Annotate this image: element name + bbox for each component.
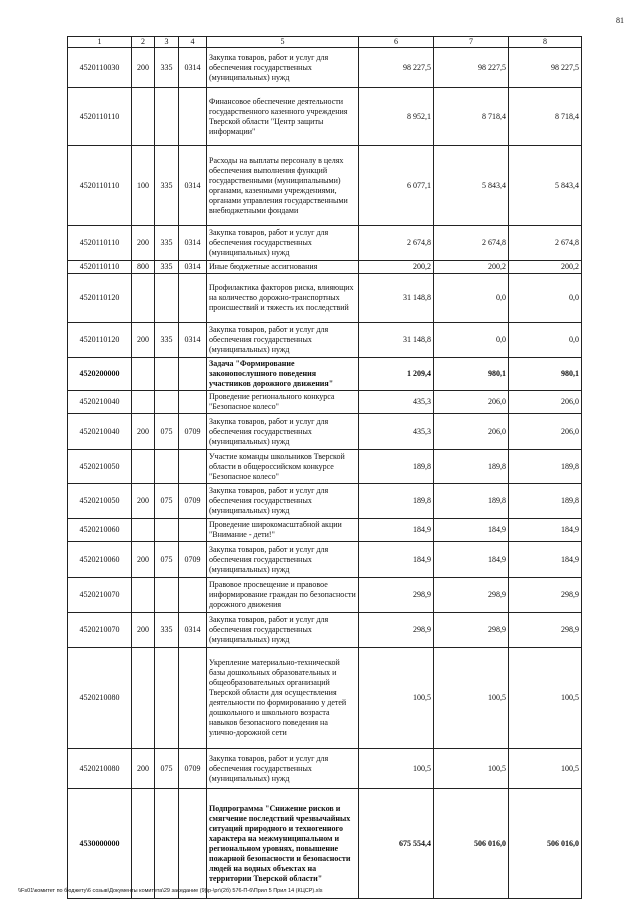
row-code: 4520210070 (68, 613, 132, 648)
row-section-code (179, 391, 207, 414)
row-admin-code: 075 (155, 484, 179, 519)
row-value-col7: 206,0 (434, 391, 509, 414)
row-name: Закупка товаров, работ и услуг для обеспечения государственных (муниципальных) нужд (207, 542, 359, 578)
row-section-code: 0314 (179, 146, 207, 226)
row-value-col8: 100,5 (509, 749, 582, 789)
row-section-code: 0314 (179, 48, 207, 88)
row-value-col6: 435,3 (359, 414, 434, 450)
row-code: 4520110030 (68, 48, 132, 88)
table-row (68, 391, 582, 414)
row-name: Расходы на выплаты персоналу в целях обеспечения выполнения функций государственными (муниципальными) органами, казенными учреждениями, органами управления государственными внебюджетными фондами (207, 146, 359, 226)
row-value-col8: 206,0 (509, 391, 582, 414)
column-header: 5 (207, 37, 359, 48)
row-admin-code (155, 358, 179, 391)
row-value-col7: 184,9 (434, 542, 509, 578)
row-admin-code: 335 (155, 323, 179, 358)
row-value-col6: 31 148,8 (359, 274, 434, 323)
row-section-code (179, 578, 207, 613)
row-value-col6: 675 554,4 (359, 789, 434, 899)
row-expense-type: 200 (132, 542, 155, 578)
column-header: 1 (68, 37, 132, 48)
row-admin-code: 335 (155, 226, 179, 261)
row-name: Закупка товаров, работ и услуг для обеспечения государственных (муниципальных) нужд (207, 613, 359, 648)
row-value-col6: 31 148,8 (359, 323, 434, 358)
row-value-col8: 0,0 (509, 323, 582, 358)
row-name: Закупка товаров, работ и услуг для обеспечения государственных (муниципальных) нужд (207, 414, 359, 450)
row-name: Правовое просвещение и правовое информирование граждан по безопасности дорожного движения (207, 578, 359, 613)
budget-table (67, 36, 582, 899)
row-value-col6: 200,2 (359, 261, 434, 274)
row-name: Закупка товаров, работ и услуг для обеспечения государственных (муниципальных) нужд (207, 484, 359, 519)
row-admin-code: 075 (155, 749, 179, 789)
row-name: Закупка товаров, работ и услуг для обеспечения государственных (муниципальных) нужд (207, 226, 359, 261)
row-code: 4520110110 (68, 146, 132, 226)
row-name: Иные бюджетные ассигнования (207, 261, 359, 274)
table-body (68, 48, 582, 899)
row-admin-code (155, 450, 179, 484)
table-row (68, 519, 582, 542)
row-section-code (179, 358, 207, 391)
row-code: 4520210060 (68, 519, 132, 542)
row-name: Задача "Формирование законопослушного поведения участников дорожного движения" (207, 358, 359, 391)
table-row (68, 358, 582, 391)
row-value-col8: 100,5 (509, 648, 582, 749)
row-value-col8: 184,9 (509, 542, 582, 578)
row-code: 4520210060 (68, 542, 132, 578)
row-value-col8: 8 718,4 (509, 88, 582, 146)
row-section-code (179, 450, 207, 484)
row-value-col7: 189,8 (434, 484, 509, 519)
row-value-col6: 100,5 (359, 749, 434, 789)
row-value-col7: 298,9 (434, 613, 509, 648)
row-expense-type (132, 450, 155, 484)
row-name: Финансовое обеспечение деятельности государственного казенного учреждения Тверской области "Центр защиты информации" (207, 88, 359, 146)
row-section-code: 0314 (179, 323, 207, 358)
row-admin-code: 335 (155, 146, 179, 226)
row-value-col8: 200,2 (509, 261, 582, 274)
table-row (68, 450, 582, 484)
row-section-code (179, 648, 207, 749)
row-value-col7: 298,9 (434, 578, 509, 613)
row-expense-type (132, 519, 155, 542)
row-section-code (179, 88, 207, 146)
row-admin-code (155, 578, 179, 613)
page-number: 81 (616, 16, 624, 25)
row-value-col7: 8 718,4 (434, 88, 509, 146)
row-name: Подпрограмма "Снижение рисков и смягчение последствий чрезвычайных ситуаций природного и техногенного характера на межмуниципальном и региональном уровнях, повышение пожарной безопасности и безопасности людей на водных объектах на территории Тверской области" (207, 789, 359, 899)
row-expense-type: 100 (132, 146, 155, 226)
row-value-col6: 98 227,5 (359, 48, 434, 88)
row-code: 4530000000 (68, 789, 132, 899)
row-code: 4520210080 (68, 648, 132, 749)
row-value-col6: 184,9 (359, 519, 434, 542)
table-row (68, 323, 582, 358)
column-header: 8 (509, 37, 582, 48)
row-code: 4520210080 (68, 749, 132, 789)
row-value-col8: 98 227,5 (509, 48, 582, 88)
row-expense-type (132, 789, 155, 899)
row-value-col8: 0,0 (509, 274, 582, 323)
row-admin-code (155, 88, 179, 146)
row-section-code: 0314 (179, 226, 207, 261)
row-admin-code: 075 (155, 542, 179, 578)
row-expense-type (132, 578, 155, 613)
file-path-footer: \\Fs01\комитет по бюджету\6 созыв\Документы комитета\29 заседание (9)\р-\рг\(2б) 576-П-6\Прил 5 Прил 14 (КЦСР).xls (18, 888, 323, 894)
column-header: 6 (359, 37, 434, 48)
row-admin-code: 075 (155, 414, 179, 450)
row-value-col8: 298,9 (509, 613, 582, 648)
row-section-code (179, 789, 207, 899)
row-value-col6: 6 077,1 (359, 146, 434, 226)
row-value-col7: 189,8 (434, 450, 509, 484)
table-row (68, 578, 582, 613)
row-name: Закупка товаров, работ и услуг для обеспечения государственных (муниципальных) нужд (207, 48, 359, 88)
column-header: 7 (434, 37, 509, 48)
table-row (68, 274, 582, 323)
row-value-col8: 189,8 (509, 450, 582, 484)
row-name: Укрепление материально-технической базы дошкольных образовательных и общеобразовательных организаций Тверской области для осуществления деятельности по формированию у детей дошкольного и школьного возраста навыков безопасного поведения на улично-дорожной сети (207, 648, 359, 749)
table-row (68, 146, 582, 226)
row-value-col7: 0,0 (434, 323, 509, 358)
row-code: 4520110110 (68, 88, 132, 146)
row-expense-type (132, 274, 155, 323)
row-value-col6: 435,3 (359, 391, 434, 414)
row-value-col7: 100,5 (434, 749, 509, 789)
row-value-col7: 184,9 (434, 519, 509, 542)
row-expense-type: 200 (132, 48, 155, 88)
row-code: 4520210070 (68, 578, 132, 613)
row-admin-code (155, 391, 179, 414)
row-value-col6: 189,8 (359, 484, 434, 519)
row-admin-code: 335 (155, 48, 179, 88)
row-code: 4520110120 (68, 274, 132, 323)
row-section-code (179, 274, 207, 323)
table-row (68, 749, 582, 789)
row-section-code (179, 519, 207, 542)
row-value-col6: 189,8 (359, 450, 434, 484)
row-section-code: 0709 (179, 414, 207, 450)
row-value-col8: 5 843,4 (509, 146, 582, 226)
row-section-code: 0314 (179, 613, 207, 648)
table-row (68, 414, 582, 450)
row-expense-type (132, 391, 155, 414)
table-row (68, 88, 582, 146)
row-expense-type (132, 358, 155, 391)
table-row (68, 484, 582, 519)
row-value-col6: 8 952,1 (359, 88, 434, 146)
row-name: Закупка товаров, работ и услуг для обеспечения государственных (муниципальных) нужд (207, 749, 359, 789)
row-admin-code (155, 789, 179, 899)
row-value-col7: 100,5 (434, 648, 509, 749)
row-code: 4520210040 (68, 391, 132, 414)
row-value-col7: 98 227,5 (434, 48, 509, 88)
row-section-code: 0709 (179, 749, 207, 789)
row-section-code: 0314 (179, 261, 207, 274)
row-value-col7: 5 843,4 (434, 146, 509, 226)
row-value-col6: 184,9 (359, 542, 434, 578)
row-value-col7: 206,0 (434, 414, 509, 450)
row-admin-code: 335 (155, 613, 179, 648)
row-section-code: 0709 (179, 542, 207, 578)
row-code: 4520210040 (68, 414, 132, 450)
row-admin-code: 335 (155, 261, 179, 274)
row-expense-type: 200 (132, 226, 155, 261)
row-expense-type: 200 (132, 414, 155, 450)
row-value-col7: 980,1 (434, 358, 509, 391)
table-row (68, 613, 582, 648)
column-header: 2 (132, 37, 155, 48)
row-admin-code (155, 648, 179, 749)
row-value-col8: 2 674,8 (509, 226, 582, 261)
row-value-col6: 2 674,8 (359, 226, 434, 261)
table-row (68, 48, 582, 88)
column-header: 4 (179, 37, 207, 48)
row-value-col7: 506 016,0 (434, 789, 509, 899)
column-header: 3 (155, 37, 179, 48)
row-value-col7: 2 674,8 (434, 226, 509, 261)
table-row (68, 789, 582, 899)
row-value-col7: 200,2 (434, 261, 509, 274)
row-value-col7: 0,0 (434, 274, 509, 323)
row-value-col8: 206,0 (509, 414, 582, 450)
row-value-col8: 184,9 (509, 519, 582, 542)
row-code: 4520110120 (68, 323, 132, 358)
row-expense-type: 200 (132, 484, 155, 519)
row-code: 4520200000 (68, 358, 132, 391)
row-expense-type: 200 (132, 323, 155, 358)
table-row (68, 261, 582, 274)
table-row (68, 542, 582, 578)
row-name: Проведение регионального конкурса "Безопасное колесо" (207, 391, 359, 414)
row-value-col6: 298,9 (359, 613, 434, 648)
row-value-col8: 298,9 (509, 578, 582, 613)
row-admin-code (155, 274, 179, 323)
row-value-col6: 298,9 (359, 578, 434, 613)
row-section-code: 0709 (179, 484, 207, 519)
row-code: 4520110110 (68, 226, 132, 261)
row-value-col8: 506 016,0 (509, 789, 582, 899)
row-name: Профилактика факторов риска, влияющих на количество дорожно-транспортных происшествий и тяжесть их последствий (207, 274, 359, 323)
row-code: 4520110110 (68, 261, 132, 274)
column-header-row (68, 37, 582, 48)
row-value-col6: 1 209,4 (359, 358, 434, 391)
row-expense-type: 200 (132, 613, 155, 648)
row-code: 4520210050 (68, 484, 132, 519)
row-name: Проведение широкомасштабной акции "Внимание - дети!" (207, 519, 359, 542)
row-expense-type: 200 (132, 749, 155, 789)
row-name: Участие команды школьников Тверской области в общероссийском конкурсе "Безопасное колесо" (207, 450, 359, 484)
row-admin-code (155, 519, 179, 542)
row-code: 4520210050 (68, 450, 132, 484)
row-value-col6: 100,5 (359, 648, 434, 749)
row-name: Закупка товаров, работ и услуг для обеспечения государственных (муниципальных) нужд (207, 323, 359, 358)
table-row (68, 648, 582, 749)
row-expense-type (132, 88, 155, 146)
row-expense-type (132, 648, 155, 749)
table-row (68, 226, 582, 261)
row-value-col8: 189,8 (509, 484, 582, 519)
row-value-col8: 980,1 (509, 358, 582, 391)
row-expense-type: 800 (132, 261, 155, 274)
